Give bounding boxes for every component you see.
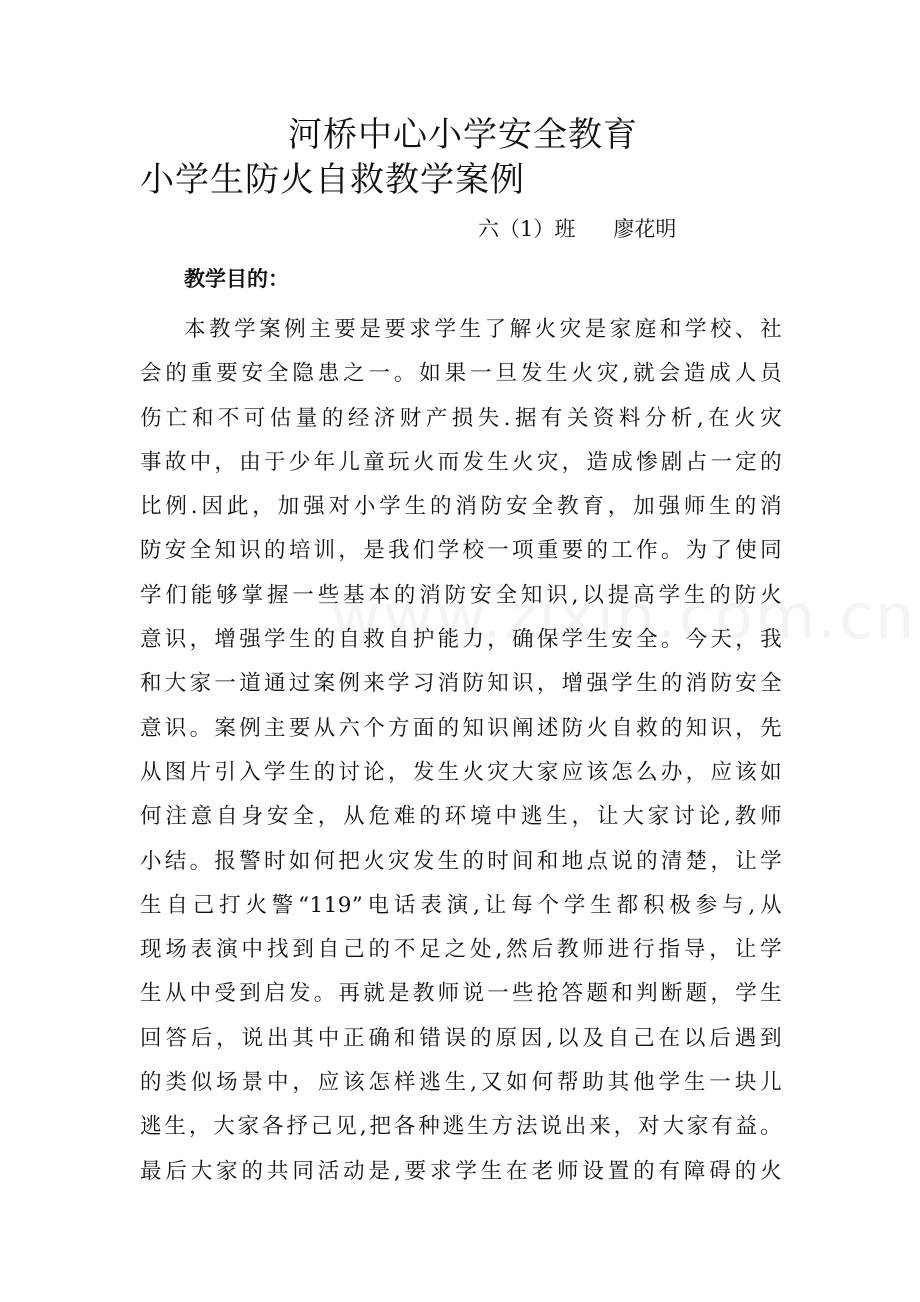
paragraph-line: 现场表演中找到自己的不足之处,然后教师进行指导，让学 [140, 937, 782, 963]
paragraph-line: 从图片引入学生的讨论，发生火灾大家应该怎么办，应该如 [140, 759, 782, 785]
paragraph-line: 伤亡和不可估量的经济财产损失.据有关资料分析,在火灾 [140, 405, 782, 431]
paragraph-line: 会的重要安全隐患之一。如果一旦发生火灾,就会造成人员 [140, 361, 782, 387]
paragraph-line: 生从中受到启发。再就是教师说一些抢答题和判断题，学生 [140, 981, 782, 1007]
paragraph-line: 何注意自身安全，从危难的环境中逃生，让大家讨论,教师 [140, 804, 782, 830]
section-heading: 教学目的： [184, 266, 289, 291]
paragraph-line: 意识，增强学生的自救自护能力，确保学生安全。今天，我 [140, 627, 782, 653]
paragraph-line: 的类似场景中，应该怎样逃生,又如何帮助其他学生一块儿 [140, 1070, 782, 1096]
paragraph-line: 本教学案例主要是要求学生了解火灾是家庭和学校、社 [184, 317, 782, 342]
paragraph-line: 小结。报警时如何把火灾发生的时间和地点说的清楚，让学 [140, 848, 782, 874]
document-subtitle: 小学生防火自救教学案例 [140, 160, 525, 200]
paragraph-line: 意识。案例主要从六个方面的知识阐述防火自救的知识，先 [140, 715, 782, 741]
author-name: 廖花明 [613, 217, 677, 241]
byline [478, 212, 676, 246]
paragraph-line: 回答后，说出其中正确和错误的原因,以及自己在以后遇到 [140, 1025, 782, 1051]
paragraph-line: 学们能够掌握一些基本的消防安全知识,以提高学生的防火 [140, 582, 782, 608]
paragraph-line: 事故中，由于少年儿童玩火而发生火灾，造成惨剧占一定的 [140, 449, 782, 475]
paragraph-line: 生自己打火警“119”电话表演,让每个学生都积极参与,从 [140, 892, 782, 918]
paragraph-line: 比例.因此，加强对小学生的消防安全教育，加强师生的消 [140, 494, 782, 520]
paragraph-line: 最后大家的共同活动是,要求学生在老师设置的有障碍的火 [140, 1158, 782, 1184]
class-label: 六（1）班 [478, 217, 576, 241]
document-title: 河桥中心小学安全教育 [288, 115, 638, 155]
body-paragraph [140, 308, 782, 1194]
paragraph-line: 和大家一道通过案例来学习消防知识，增强学生的消防安全 [140, 671, 782, 697]
paragraph-line: 防安全知识的培训，是我们学校一项重要的工作。为了使同 [140, 538, 782, 564]
paragraph-line: 逃生，大家各抒己见,把各种逃生方法说出来，对大家有益。 [140, 1114, 782, 1140]
